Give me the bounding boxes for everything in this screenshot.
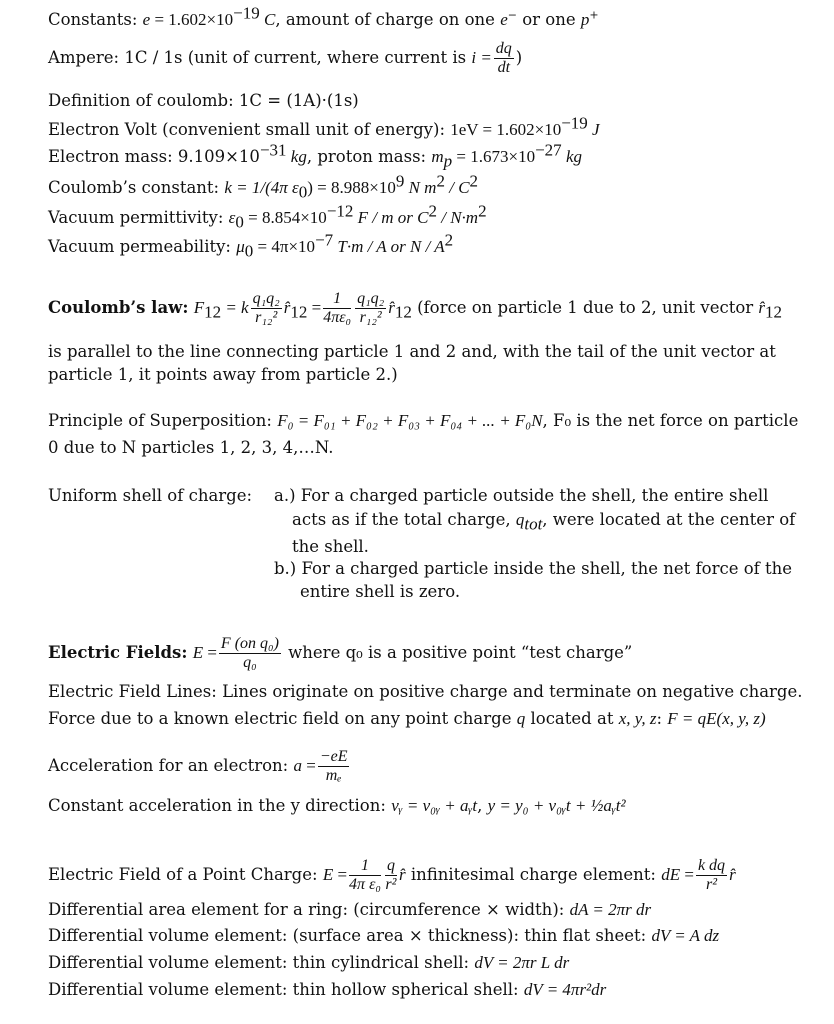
field-lines-text: Electric Field Lines: Lines originate on positive charge and terminate on negative charge. xyxy=(48,682,803,701)
diff-cylinder-line: Differential volume element: thin cylindrical shell: dV = 2πr L dr xyxy=(48,953,570,972)
coulomb-fraction-1: $\frac{\text{q₁q₂}}{\text{r₁₂²}}$ xyxy=(252,290,280,326)
point-charge-fraction-2: $\frac{q}{\text{r²}}$ xyxy=(385,857,397,893)
coulomb-fraction-3: $\frac{\text{q₁q₂}}{\text{r₁₂²}}$ xyxy=(357,290,385,326)
shell-label: Uniform shell of charge: xyxy=(48,486,253,505)
coulombs-law-line-2: is parallel to the line connecting particle 1 and 2 and, with the tail of the unit vector at xyxy=(48,342,776,361)
ampere-label: Ampere: 1C / 1s xyxy=(48,48,183,67)
shell-b-line-1: b.) For a charged particle inside the shell, the net force of the xyxy=(274,559,793,578)
acceleration-fraction: $\frac{-eE}{\text{mₑ}}$ xyxy=(319,748,348,784)
constants-line: Constants: $e = 1.602\times 10^{-19}$ C, amount of charge on one e− or one p+ xyxy=(48,3,599,29)
permeability-line: Vacuum permeability: $\mu_0 = 4\pi\times 10^{-7}$ T·m / A or N / $A^2$ xyxy=(48,230,454,261)
shell-a-line-2: acts as if the total charge, $q_{tot}$, were located at the center of xyxy=(292,510,796,534)
electron-volt-line: Electron Volt (convenient small unit of energy): $1eV = 1.602\times 10^{-19}$ J xyxy=(48,113,600,139)
superposition-line: Principle of Superposition: F₀ = F₀₁ + F₀₂ + F₀₃ + F₀₄ + ... + F₀N, F₀ is the net force on particle xyxy=(48,411,799,430)
shell-a-line-1: a.) For a charged particle outside the shell, the entire shell xyxy=(274,486,769,505)
point-charge-fraction-1: $\frac{1}{\text{4π ε₀}}$ xyxy=(349,857,381,893)
coulomb-constant-line: Coulomb’s constant: k = 1/(4π $\varepsilon_0) = 8.988\times 10^9$ N $m^2 / C^2$ xyxy=(48,171,479,202)
coulomb-fraction-2: $\frac{1}{\text{4πε₀}}$ xyxy=(323,290,352,326)
permittivity-line: Vacuum permittivity: $\varepsilon_0 = 8.854\times 10^{-12}$ F / m or $C^2 / N\cdot m^2$ xyxy=(48,201,487,232)
ampere-line: Ampere: 1C / 1s (unit of current, where current is i = $\frac{dq}{dt}$ ) xyxy=(48,40,523,76)
force-field-line: Force due to a known electric field on any point charge q located at x, y, z: F = qE(x, y, z) xyxy=(48,709,766,728)
coulomb-definition: Definition of coulomb: 1C = (1A)·(1s) xyxy=(48,91,359,110)
coulombs-law-heading: Coulomb’s law: xyxy=(48,298,189,317)
coulombs-law-line-3: particle 1, it points away from particle 2.) xyxy=(48,365,398,384)
dq-dt-fraction: $\frac{dq}{dt}$ xyxy=(495,40,512,76)
constants-label: Constants: xyxy=(48,10,138,29)
electric-fields-line: Electric Fields: E = $\frac{\text{F (on q₀)}}{\text{q₀}}$ where q₀ is a positive point “test charge” xyxy=(48,635,633,671)
coulombs-law-line: Coulomb’s law: $F_{12} = k$ $\frac{\text{q₁q₂}}{\text{r₁₂²}}$ $r̂_{12}$ = $\frac{1}{\text{4πε₀}}$ $\frac{\text{q₁q₂}}{\text{r₁₂²}}$ $r̂_{12}$ (force on particle 1 due to 2, unit vector $r̂_{12}$ xyxy=(48,290,783,326)
acceleration-line: Acceleration for an electron: a = $\frac{-eE}{\text{mₑ}}$ xyxy=(48,748,348,784)
diff-sphere-line: Differential volume element: thin hollow spherical shell: dV = 4πr²dr xyxy=(48,980,607,999)
diff-volume-line: Differential volume element: (surface area × thickness): thin flat sheet: dV = A dz xyxy=(48,926,720,945)
masses-line: Electron mass: $9.109\times 10^{-31}$ kg, proton mass: $m_p = 1.673\times 10^{-27}$ kg xyxy=(48,140,582,171)
constant-acceleration-line: Constant acceleration in the y direction: vᵧ = v₀ᵧ + aᵧt, y = y₀ + v₀ᵧt + ½aᵧt² xyxy=(48,796,626,815)
diff-ring-line: Differential area element for a ring: (circumference × width): dA = 2πr dr xyxy=(48,900,652,919)
electric-field-fraction: $\frac{\text{F (on q₀)}}{\text{q₀}}$ xyxy=(220,635,279,671)
superposition-line-2: 0 due to N particles 1, 2, 3, 4,…N. xyxy=(48,438,334,457)
point-charge-line: Electric Field of a Point Charge: E = $\frac{1}{\text{4π ε₀}}$ $\frac{q}{\text{r²}}$ r̂ infinitesimal charge element: dE = $\frac{\text{k dq}}{\text{r²}}$ r̂ xyxy=(48,857,736,893)
shell-b-line-2: entire shell is zero. xyxy=(300,582,461,601)
shell-a-line-3: the shell. xyxy=(292,537,369,556)
charge-element-fraction: $\frac{\text{k dq}}{\text{r²}}$ xyxy=(697,857,726,893)
electric-fields-heading: Electric Fields: xyxy=(48,643,188,662)
